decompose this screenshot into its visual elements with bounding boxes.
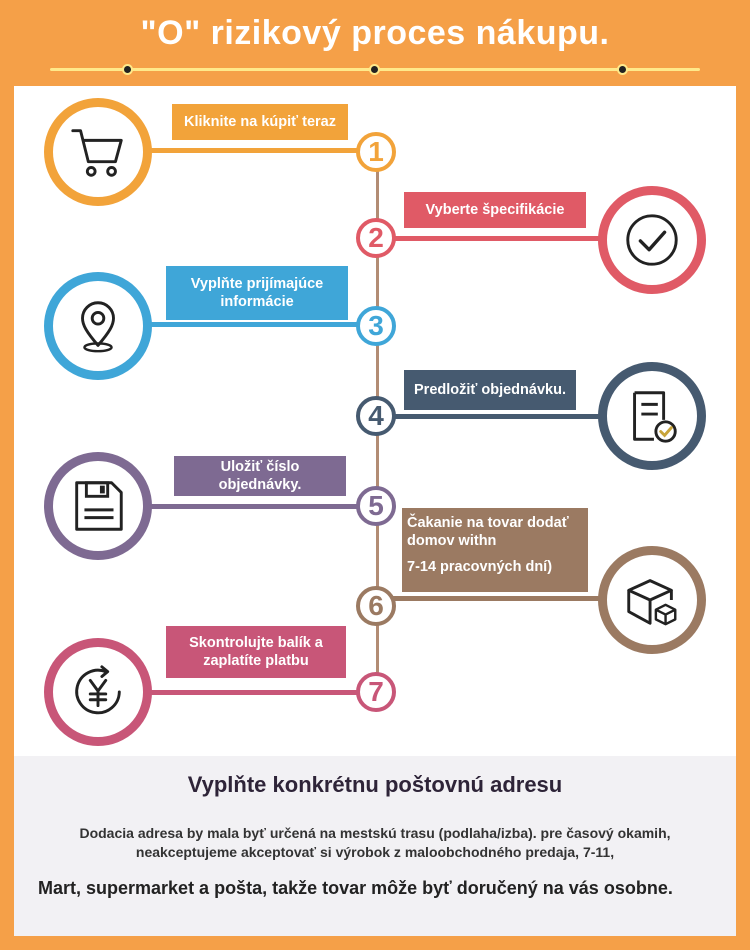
step-7-connector <box>150 690 360 695</box>
step-3-connector <box>150 322 360 327</box>
step-7-label: Skontrolujte balík a zaplatíte platbu <box>166 626 346 678</box>
step-4-number: 4 <box>356 396 396 436</box>
step-6-label <box>402 508 588 592</box>
address-paragraph-1: Dodacia adresa by mala byť určená na mestskú trasu (podlaha/izba). pre časový okamih, neakceptujeme akceptovať si výrobok z maloobchodného predaja, 7-11, <box>79 825 671 860</box>
step-1-connector <box>150 148 360 153</box>
step-4-icon-ring <box>598 362 706 470</box>
step-2-connector <box>392 236 602 241</box>
checkmark-circle-icon <box>621 209 683 271</box>
page-title: "O" rizikový proces nákupu. <box>140 14 610 52</box>
step-6-number: 6 <box>356 586 396 626</box>
step-1-label: Kliknite na kúpiť teraz <box>172 104 348 140</box>
step-1-icon-ring <box>44 98 152 206</box>
step-6-label-line1: Čakanie na tovar dodať domov withn <box>407 515 569 549</box>
yuan-refresh-icon <box>67 661 129 723</box>
step-5-number: 5 <box>356 486 396 526</box>
shopping-cart-icon <box>67 121 129 183</box>
title-dot <box>122 64 133 75</box>
step-6-icon-ring <box>598 546 706 654</box>
step-2-icon-ring <box>598 186 706 294</box>
address-paragraph-2: Mart, supermarket a pošta, takže tovar môže byť doručený na vás osobne. <box>38 878 673 898</box>
package-boxes-icon <box>621 569 683 631</box>
step-3-label: Vyplňte prijímajúce informácie <box>166 266 348 320</box>
address-heading: Vyplňte konkrétnu poštovnú adresu <box>187 772 563 797</box>
step-5-connector <box>150 504 360 509</box>
step-2-label: Vyberte špecifikácie <box>404 192 586 228</box>
step-7-icon-ring <box>44 638 152 746</box>
title-dot <box>617 64 628 75</box>
location-pin-icon <box>67 295 129 357</box>
step-5-label: Uložiť číslo objednávky. <box>174 456 346 496</box>
step-1-number: 1 <box>356 132 396 172</box>
step-6-connector <box>392 596 602 601</box>
step-5-icon-ring <box>44 452 152 560</box>
step-2-number: 2 <box>356 218 396 258</box>
step-7-number: 7 <box>356 672 396 712</box>
step-3-icon-ring <box>44 272 152 380</box>
step-4-connector <box>392 414 602 419</box>
step-4-label: Predložiť objednávku. <box>404 370 576 410</box>
save-disk-icon <box>67 475 129 537</box>
step-6-label-line2: 7-14 pracovných dní) <box>407 559 553 575</box>
document-check-icon <box>621 385 683 447</box>
step-3-number: 3 <box>356 306 396 346</box>
title-dot <box>369 64 380 75</box>
